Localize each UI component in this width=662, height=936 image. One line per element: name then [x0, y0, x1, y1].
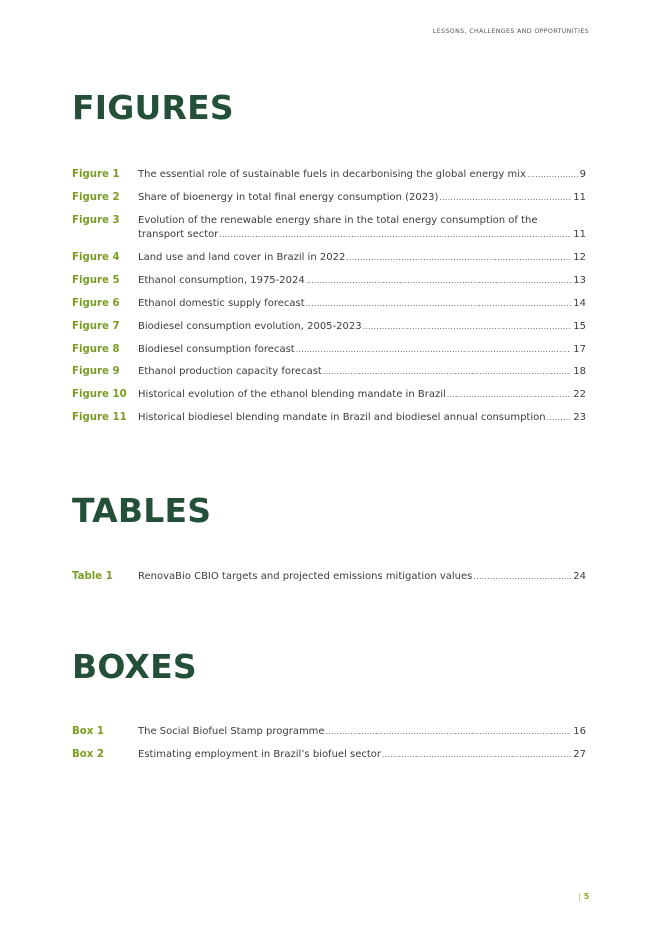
- dot-leader: [306, 274, 572, 288]
- page-number: [578, 892, 589, 901]
- entry-label: Figure 5: [72, 274, 120, 286]
- entry-page-number: 15: [573, 320, 586, 332]
- tables-list: [72, 570, 586, 593]
- entry-page-number: 14: [573, 297, 586, 309]
- entry-title: Ethanol domestic supply forecast: [138, 297, 305, 309]
- list-of-figures-entry-6[interactable]: [72, 297, 586, 311]
- entry-label: Figure 4: [72, 251, 120, 263]
- dot-leader: [219, 228, 571, 242]
- entry-label: Figure 9: [72, 366, 120, 378]
- entry-label: Figure 2: [72, 191, 120, 203]
- entry-title: Estimating employment in Brazil’s biofuel sector: [138, 748, 382, 760]
- entry-title: Land use and land cover in Brazil in 2022: [138, 251, 346, 263]
- list-of-figures-entry-5[interactable]: [72, 274, 586, 288]
- page-number-separator: |: [578, 892, 581, 901]
- entry-title: Share of bioenergy in total final energy consumption (2023): [138, 191, 439, 203]
- list-of-figures-entry-9[interactable]: [72, 365, 586, 379]
- entry-title: Biodiesel consumption forecast: [138, 343, 295, 355]
- dot-leader: [326, 725, 572, 739]
- entry-label: Box 1: [72, 726, 104, 737]
- entry-page-number: 16: [573, 726, 586, 737]
- entry-title: Historical biodiesel blending mandate in Brazil and biodiesel annual consumption: [138, 412, 546, 424]
- entry-label: Figure 7: [72, 320, 120, 332]
- entry-title-line-1: Evolution of the renewable energy share in the total energy consumption of the: [138, 214, 538, 226]
- entry-page-number: 13: [573, 274, 586, 286]
- list-of-figures-entry-8[interactable]: [72, 343, 586, 357]
- tables-heading: TABLES: [72, 491, 212, 530]
- entry-title: Historical evolution of the ethanol blending mandate in Brazil: [138, 389, 446, 401]
- entry-label: Figure 3: [72, 214, 120, 226]
- running-header: LESSONS, CHALLENGES AND OPPORTUNITIES: [432, 28, 589, 35]
- boxes-list: [72, 725, 586, 771]
- entry-page-number: 17: [573, 343, 586, 355]
- boxes-heading: BOXES: [72, 647, 197, 686]
- entry-label: Table 1: [72, 571, 113, 582]
- dot-leader: [447, 388, 572, 402]
- entry-label: Figure 8: [72, 343, 120, 355]
- dot-leader: [323, 365, 571, 379]
- entry-page-number: 18: [573, 366, 586, 378]
- dot-leader: [296, 343, 572, 357]
- entry-page-number: 27: [573, 748, 586, 760]
- entry-title: The essential role of sustainable fuels in decarbonising the global energy mix: [138, 169, 526, 180]
- list-of-boxes-entry-2[interactable]: [72, 748, 586, 762]
- entry-title: Biodiesel consumption evolution, 2005-2023: [138, 320, 362, 332]
- dot-leader: [346, 251, 571, 265]
- figures-list: [72, 168, 586, 434]
- entry-label: Box 2: [72, 748, 104, 760]
- dot-leader: [473, 570, 571, 584]
- entry-page-number: 22: [573, 389, 586, 401]
- entry-label: Figure 6: [72, 297, 120, 309]
- dot-leader: [382, 748, 571, 762]
- list-of-figures-entry-4[interactable]: [72, 251, 586, 265]
- entry-title: RenovaBio CBIO targets and projected emissions mitigation values: [138, 571, 473, 582]
- entry-label: Figure 1: [72, 169, 120, 180]
- page-number-value: 5: [583, 892, 590, 901]
- list-of-figures-entry-7[interactable]: [72, 320, 586, 334]
- dot-leader: [306, 297, 572, 311]
- dot-leader: [439, 191, 571, 205]
- entry-page-number: 9: [579, 169, 586, 180]
- dot-leader: [527, 168, 578, 182]
- list-of-figures-entry-3[interactable]: [72, 214, 586, 243]
- dot-leader: [547, 411, 572, 425]
- figures-heading: FIGURES: [72, 88, 234, 127]
- entry-page-number: 11: [573, 191, 586, 203]
- dot-leader: [363, 320, 572, 334]
- list-of-figures-entry-2[interactable]: [72, 191, 586, 205]
- entry-label: Figure 10: [72, 389, 127, 401]
- entry-title: Ethanol consumption, 1975-2024: [138, 274, 305, 286]
- entry-title: The Social Biofuel Stamp programme: [138, 726, 325, 737]
- entry-page-number: 12: [573, 251, 586, 263]
- list-of-figures-entry-11[interactable]: [72, 411, 586, 425]
- list-of-figures-entry-1[interactable]: [72, 168, 586, 182]
- entry-title-line-2: transport sector: [138, 229, 219, 241]
- list-of-figures-entry-10[interactable]: [72, 388, 586, 402]
- entry-page-number: 24: [573, 571, 586, 582]
- entry-page-number: 11: [573, 229, 586, 241]
- entry-label: Figure 11: [72, 412, 127, 424]
- list-of-boxes-entry-1[interactable]: [72, 725, 586, 739]
- entry-page-number: 23: [573, 412, 586, 424]
- entry-title: Ethanol production capacity forecast: [138, 366, 322, 378]
- list-of-tables-entry-1[interactable]: [72, 570, 586, 584]
